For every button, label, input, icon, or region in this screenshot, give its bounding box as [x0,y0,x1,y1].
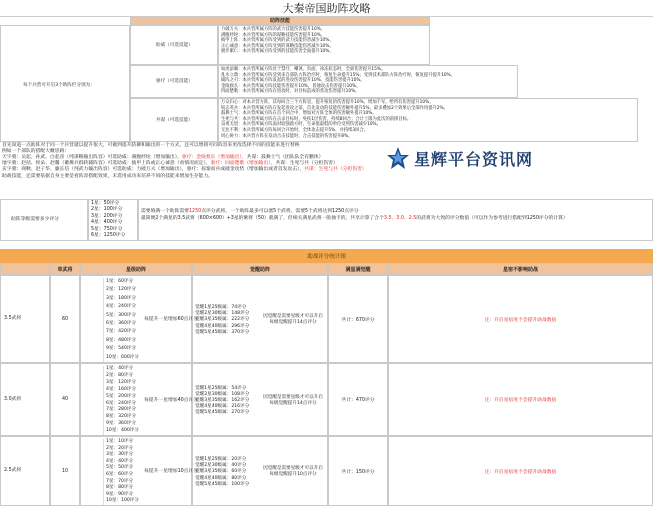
skills-left-note: 每个兵营可开启3个助阵栏分别为： [23,83,95,88]
awaken-level-item: 觉醒4星40级属：216评分 [195,404,250,410]
score-header-cell: 星宿不影响助战 [388,263,653,275]
star-level-item: 8星：80评分 [106,485,134,491]
awaken-level-item: 觉醒3星35级属：222评分 [195,317,250,323]
star-level-item: 5星：200评分 [106,393,137,399]
page-title: 大秦帝国助阵攻略 [0,0,653,17]
awaken-level-item: 觉醒3星35级属：60评分 [195,469,247,475]
star-level-item: 1星：60评分 [106,279,134,284]
warrior-tier-cell: 2.5武将 [0,436,50,506]
star-assist-cell [80,363,199,436]
strategy-intro-line: 例如一个部队的搭配大概思路： [2,149,70,154]
rating-level: 5星：750评分 [91,226,123,232]
skill-item: 鼓舞士气：本兵营所属方阵在首个回合中，增加对方阵全体的伤害额外提升10%。 [221,111,377,117]
skill-item: 锐志英兵：本兵营所属方阵在发起进攻之前，首先发动的技能伤害额外提升5%，最多叠加2个效果后全部作用提升2%。 [221,105,448,111]
skill-item: 生死与共：本兵营所属方阵在击杀目标时，免疫1层伤害，持续8回合；合计上限为此次的前排目标。 [221,116,412,122]
awaken-level-item: 觉醒1星25级属：74评分 [195,305,247,310]
rating-level: 6星：1250评分 [91,233,126,239]
row-label-quliao: 驱疗（可选技能） [130,65,218,98]
skill-item: 满腹经纶：本兵营所属方阵的谋略技能伤害提升10%。 [221,32,326,38]
strategy-team-line: 天字骑：吴起、孙武、白起帝（纯谋略输出阵容）可选助威：满腹经纶（增加输出），驱疗：金陵救长（增加输出），共谋：鼓舞士气（团队队全有鹏体） [2,155,324,160]
star-level-item: 9星：360评分 [106,421,137,427]
star-level-item: 1星：10评分 [106,439,134,444]
star-level-item: 2星：80评分 [106,372,134,378]
star-level-item: 5星：300评分 [106,312,137,318]
star-level-item: 7星：70评分 [106,478,134,484]
star-level-item: 6星：240评分 [106,400,137,406]
star-level-item: 4星：240评分 [106,304,137,310]
star-level-list [103,366,139,435]
star-level-item: 8星：320评分 [106,414,137,420]
skills-list-zhuwei [218,25,430,65]
star-level-item: 4星：160评分 [106,386,137,392]
constellation-note-cell: 注：升启星宿度不会提升助战数值 [388,275,653,363]
star-assist-desc: 每提升一星增加40点评分 [144,397,199,403]
awaken-level-item: 觉醒5星45级属：370评分 [195,329,250,335]
score-header-cell: 觉醒助阵 [192,263,328,275]
skill-item: 万众归心：对本兵营方阵，其每回合三个方阵里，提升恢复的伤害提升10%，增加千军，给所有伤害提升10%。 [221,100,434,105]
awaken-assist-desc: 因觉醒是需要星级才可以升启每级觉醒提升10点评分 [263,466,323,477]
skill-item: 如虎添翼：本兵营所属方阵处于禁疗、嘲讽、负面、冰冻状态时，全部伤害提升15%。 [221,67,386,72]
skill-item: 力破万夫：本兵营所属方阵的武力技能伤害提升10%。 [221,27,326,32]
awaken-level-item: 觉醒1星25级属：20评分 [195,457,247,462]
star-assist-desc: 每提升一星增加60点评分 [144,317,199,322]
star-level-item: 8星：480评分 [106,337,137,343]
star-level-item: 7星：280评分 [106,407,137,413]
awaken-assist-cell [192,436,328,506]
star-level-item: 10星：100评分 [106,498,139,504]
star-level-item: 3星：120评分 [106,379,137,385]
single-score-cell: 60 [50,275,80,363]
strategy-intro-line: 首先知道一点助阵对于同一个兵营就以提升很大，可做到提升防御和输出的一个方式，还可以增援可同阵容来更改选择不同的技能来进行替换 [2,143,300,148]
star-assist-desc: 每提升一星增加10点评分 [144,469,199,474]
warrior-tier-cell: 3.5武将 [0,275,50,363]
star-level-item: 9星：540评分 [106,346,137,352]
score-header-cell [0,263,50,275]
awaken-level-item: 觉醒1星25级属：54评分 [195,385,247,391]
skill-item: 无往不利：本兵营所属方阵每回合开始时，全体攻击提升5%，并持续3回合。 [221,127,369,133]
skill-item: 同心协力：本兵营方阵在发动合击技能时，合击技能的伤害提升8%。 [221,133,353,139]
row-label-zhuwei: 助威（可选技能） [130,25,218,65]
star-level-item: 3星：30评分 [106,452,134,458]
star-level-item: 9星：90评分 [106,491,134,497]
star-level-list [103,439,139,505]
star-level-item: 10星：400评分 [106,428,139,434]
star-level-item: 10星：600评分 [106,354,139,360]
rating-level: 4星：400评分 [91,220,123,226]
rating-label-cell: 助阵等级需要多少评分 [0,199,88,241]
skill-item: 正心诚意：本兵营所属方阵受到的谋略技能伤害减少10%。 [221,43,334,49]
awaken-level-item: 觉醒2星30级属：40评分 [195,463,247,469]
awaken-level-item: 觉醒5星45级属：100评分 [195,481,250,487]
awaken-assist-cell [192,275,328,363]
rating-level: 2星：100评分 [91,207,123,213]
awaken-assist-cell [192,363,328,436]
awaken-level-item: 觉醒2星30级属：108评分 [195,391,250,397]
skill-item: 奋勇无畏：本兵营所属方阵面对较强敌方时，生命值最低的单位受到伤害减少10%。 [221,122,381,128]
star-assist-cell [80,436,199,506]
skill-item: 破阵之刃：本兵营所属方阵发起的进攻伤害提升10%，技能伤害提升10%。 [221,78,365,84]
rating-level: 3星：200评分 [91,213,123,219]
star-level-item: 2星：20评分 [106,445,134,451]
star-assist-cell [80,275,199,363]
rating-desc-cell [138,199,653,241]
awaken-level-item: 觉醒4星40级属：296评分 [195,323,250,329]
skills-left-note-cell [0,25,130,142]
skill-item: 金陵救长：本兵营所属方阵技能伤害提升10%，普通攻击伤害提升10%。 [221,83,361,89]
star-level-item: 1星：40评分 [106,366,134,371]
score-header-cell: 星级助阵 [80,263,192,275]
awaken-assist-desc: 因觉醒是需要星级才可以升启每级觉醒提升14点评分 [263,394,323,406]
constellation-note-cell: 注：升启星宿度不会提升助战数值 [388,436,653,506]
rating-levels-cell [88,199,138,241]
strategy-team-line: 助战技能，还需要依据自身主要是看阵容搭配效果，未选用成功来培养不同的技能来增加生存能力。 [2,173,214,179]
rating-level: 1星：50评分 [91,201,120,206]
awaken-level-item: 觉醒4星40级属：80评分 [195,475,247,481]
star-level-item: 6星：60评分 [106,471,134,477]
full-awaken-cell: 共计：470评分 [328,363,388,436]
star-level-item: 3星：180评分 [106,295,137,301]
skill-item: 极步累仁：本兵营所属方阵受到的技能伤害全面提升10%。 [221,49,334,55]
star-level-item: 7星：420评分 [106,329,137,335]
rating-desc-line: 需要填满一个助阵需要1250点评分武将。一个助阵最多可以塞5个武将，需要5个武将达到1250点评分 [141,209,359,214]
star-level-item: 5星：50评分 [106,465,134,471]
star-level-item: 6星：360评分 [106,321,137,327]
score-header-cell: 单武将 [50,263,80,275]
awaken-level-item: 觉醒3星35级属：162评分 [195,397,250,403]
awaken-assist-desc: 因觉醒是需要星级才可以升启每级觉醒提升14点评分 [263,314,323,325]
full-awaken-cell: 共计：150评分 [328,436,388,506]
single-score-cell: 40 [50,363,80,436]
strategy-team-line: 玄字骑：商鞅、赵子华、廉长信（纯武力输出阵容）可选助威：力破万夫（增加输出），驱疗：掠秦而兵或破金攻势（增加输出或者首发攻击），共谋：生死与共（分担伤害） [2,167,367,173]
awaken-level-item: 觉醒2星30级属：148评分 [195,311,250,317]
constellation-note-cell: 注：升启星宿度不会提升助战数值 [388,363,653,436]
skill-item: 乱水立鼎：本兵营所属方阵受到来自部队方阵治疗时，恢复生命提升15%；受到技术部队方阵治疗时，恢复提升提升10%。 [221,72,455,78]
strategy-text [2,143,642,198]
skills-list-quliao [218,65,518,98]
warrior-tier-cell: 3.0武将 [0,363,50,436]
skill-item: 披甲上阵：本兵营所属方阵受到的武力技能伤害减少10%。 [221,38,334,44]
skill-item: 四面楚歌：本兵营所属方阵在进攻时，对目标造成的普攻伤害提升10%。 [221,89,360,95]
rating-desc-line: 最简便2个满星的3.5武将（600×600）+3星的紫将（50）就满了，但相关满星武将一般抽卡的，共享计算了合个3.5、3.0、2.5的武将为大致的评分数值（可以作为参考进行搭配到1250评分的计算） [141,216,568,221]
star-level-list [103,278,139,362]
skills-list-gongmou [218,98,638,142]
score-header-cell: 满星满觉醒 [328,263,388,275]
star-level-item: 2星：120评分 [106,287,137,293]
single-score-cell: 10 [50,436,80,506]
watermark-text: 星辉平台资讯网 [414,149,534,169]
skills-table-header: 助阵技能 [130,17,430,25]
row-label-gongmou: 共谋（可选技能） [130,98,218,142]
score-chart-band: 助战评分统计图 [0,249,653,263]
strategy-team-line: 地字骑：赵括、侯朵、赵馨（蓄爆兵群转辅阵容）可选助威：披甲上阵或正心诚意（看情况而定），驱疗：回面楚歌（增加输出），共谋：生死与共（分担伤害） [2,161,338,167]
awaken-level-item: 觉醒5星45级属：270评分 [195,410,250,416]
full-awaken-cell: 共计：670评分 [328,275,388,363]
star-level-item: 4星：40评分 [106,458,134,464]
